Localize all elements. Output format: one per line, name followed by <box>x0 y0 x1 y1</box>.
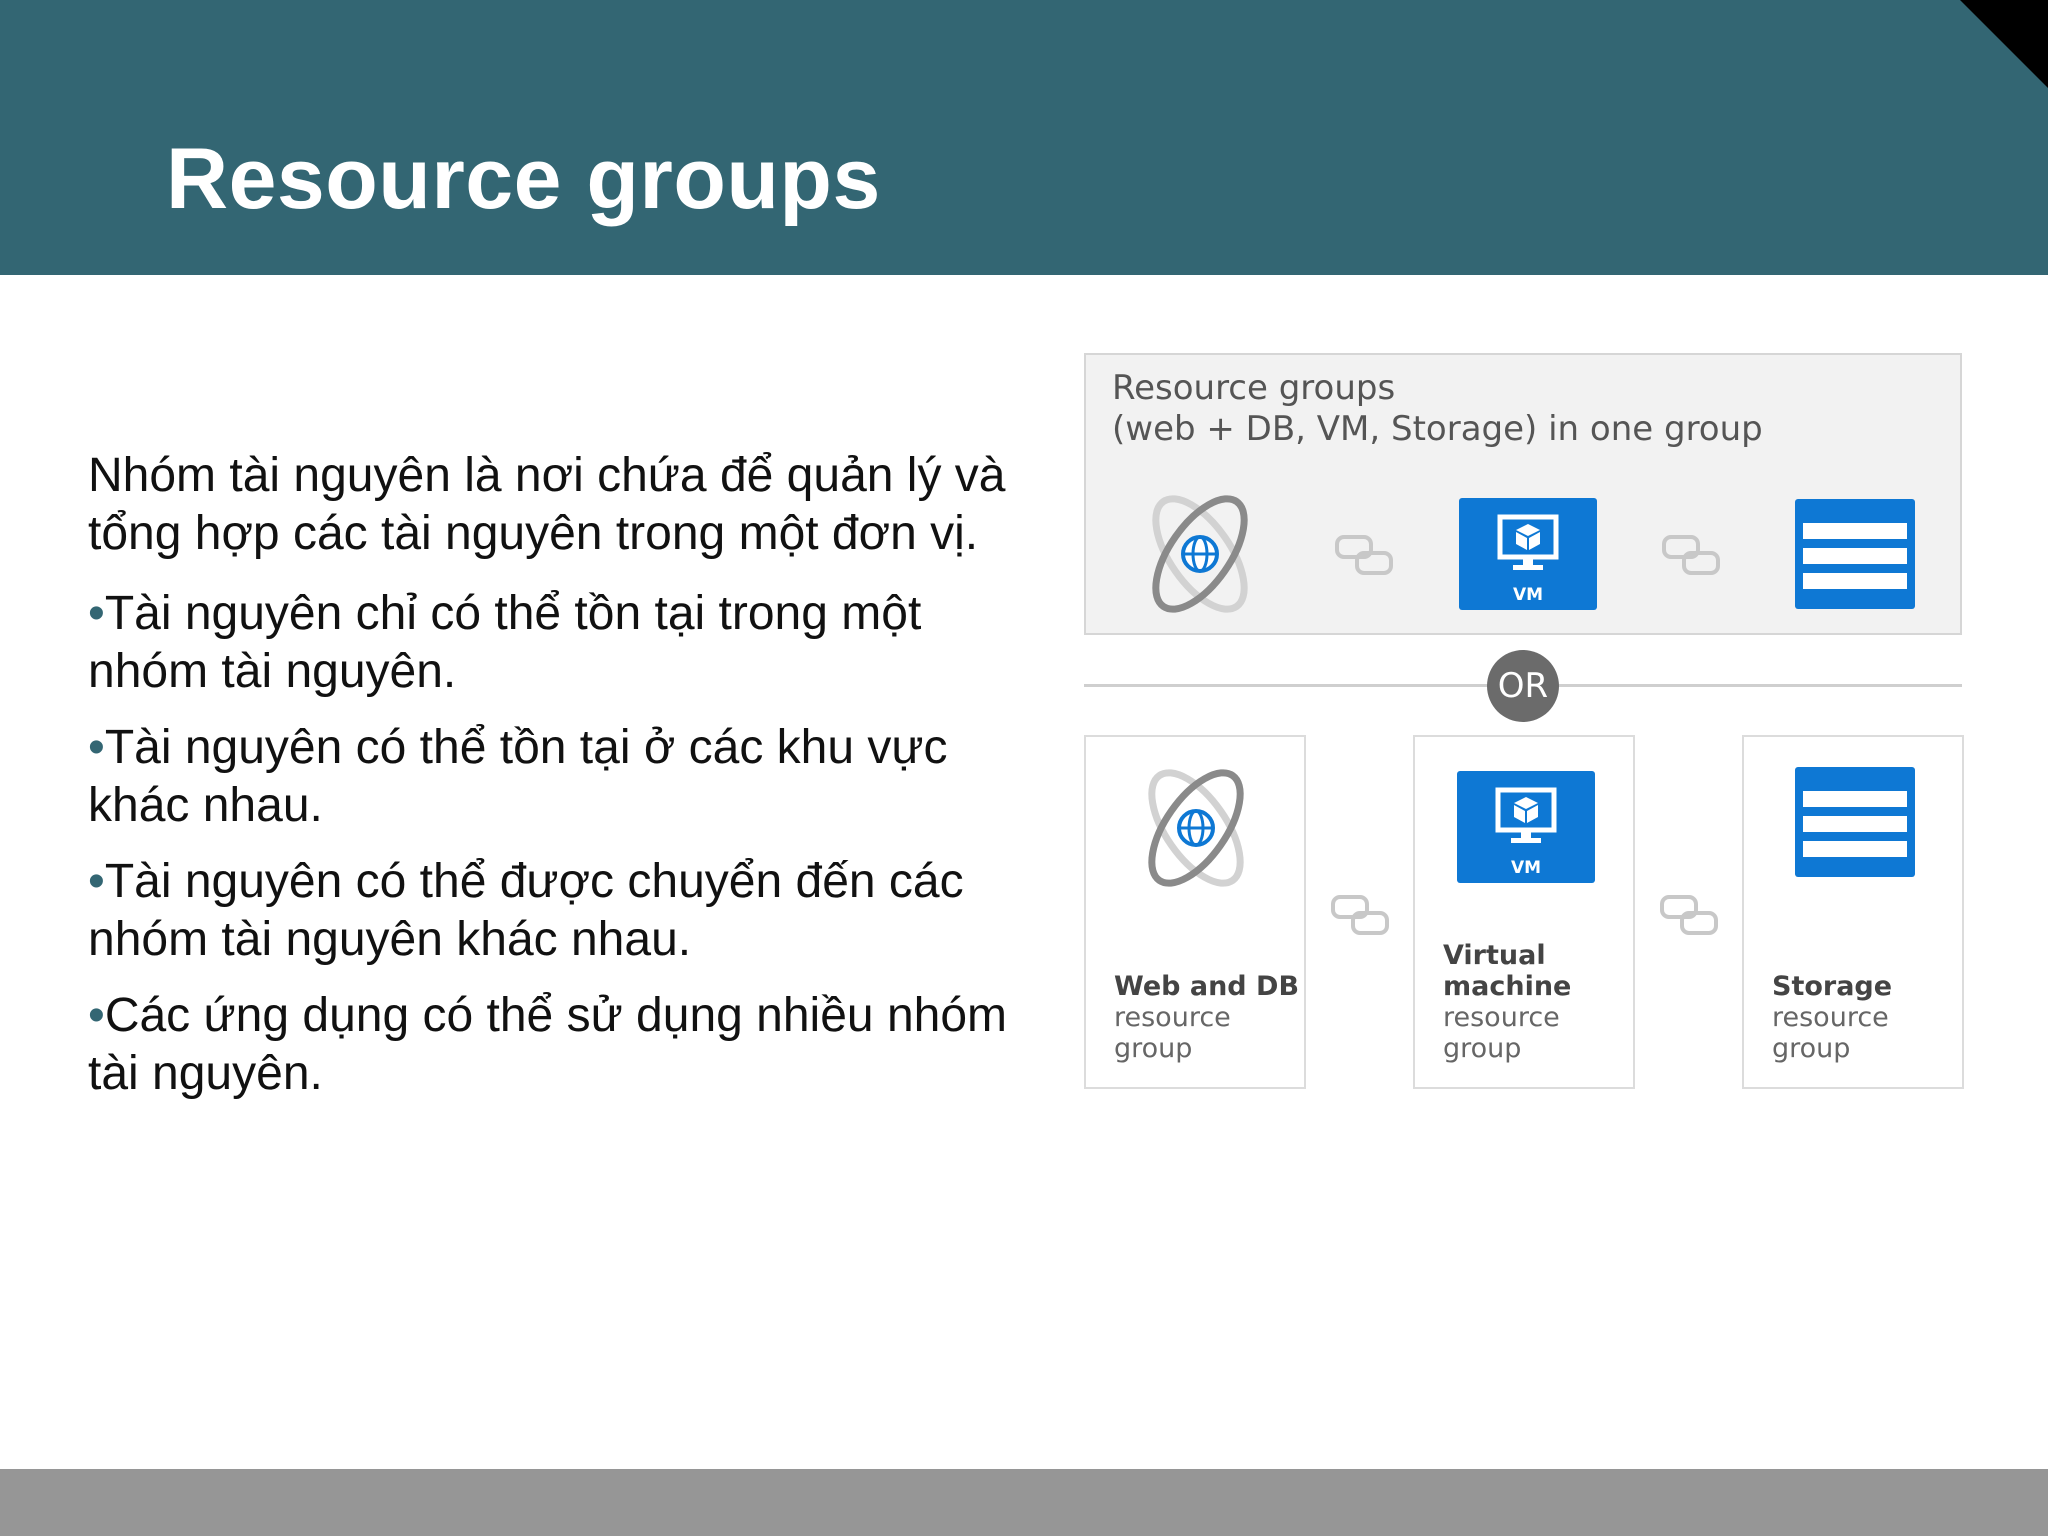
card-label-bold: Web and DB <box>1114 971 1300 1002</box>
bullet-text: Tài nguyên có thể được chuyển đến các nhóm tài nguyên khác nhau. <box>88 855 964 966</box>
link-icon <box>1661 534 1721 578</box>
bullet-item <box>88 719 1048 835</box>
link-icon <box>1659 894 1719 938</box>
bullet-item <box>88 585 1048 701</box>
storage-card-label <box>1772 971 1932 1064</box>
bullet-marker: • <box>88 587 105 640</box>
card-label-bold: Storage <box>1772 971 1893 1002</box>
page-title: Resource groups <box>166 131 881 227</box>
storage-icon <box>1795 767 1915 877</box>
lead-paragraph: Nhóm tài nguyên là nơi chứa để quản lý và tổng hợp các tài nguyên trong một đơn vị. <box>88 449 1006 560</box>
body-text <box>88 447 1048 1121</box>
vm-label: VM <box>1510 858 1542 878</box>
bullet-text: Các ứng dụng có thể sử dụng nhiều nhóm tài nguyên. <box>88 989 1008 1100</box>
vm-icon <box>1459 498 1597 610</box>
corner-triangle <box>1960 0 2048 88</box>
link-icon <box>1330 894 1390 938</box>
bullet-marker: • <box>88 721 105 774</box>
vm-card-label <box>1443 940 1593 1064</box>
bullet-item <box>88 987 1048 1103</box>
storage-icon <box>1795 499 1915 609</box>
web-db-card-label <box>1114 971 1304 1064</box>
combined-group-title <box>1112 368 1952 450</box>
bullet-marker: • <box>88 855 105 908</box>
card-label-bold: Virtual machine <box>1443 940 1572 1002</box>
footer-bar <box>0 1469 2048 1536</box>
bullet-marker: • <box>88 989 105 1042</box>
link-icon <box>1334 534 1394 578</box>
card-label-rest: resource group <box>1114 1002 1231 1064</box>
card-label-rest: resource group <box>1772 1002 1889 1064</box>
or-badge: OR <box>1487 650 1559 722</box>
combined-title-line2: (web + DB, VM, Storage) in one group <box>1112 409 1763 449</box>
card-label-rest: resource group <box>1443 1002 1560 1064</box>
web-app-icon <box>1136 490 1264 618</box>
vm-label: VM <box>1512 585 1544 605</box>
combined-title-line1: Resource groups <box>1112 368 1396 408</box>
bullet-item <box>88 853 1048 969</box>
bullet-text: Tài nguyên có thể tồn tại ở các khu vực khác nhau. <box>88 721 948 832</box>
bullet-text: Tài nguyên chỉ có thể tồn tại trong một nhóm tài nguyên. <box>88 587 922 698</box>
web-app-icon <box>1132 764 1260 892</box>
vm-icon <box>1457 771 1595 883</box>
